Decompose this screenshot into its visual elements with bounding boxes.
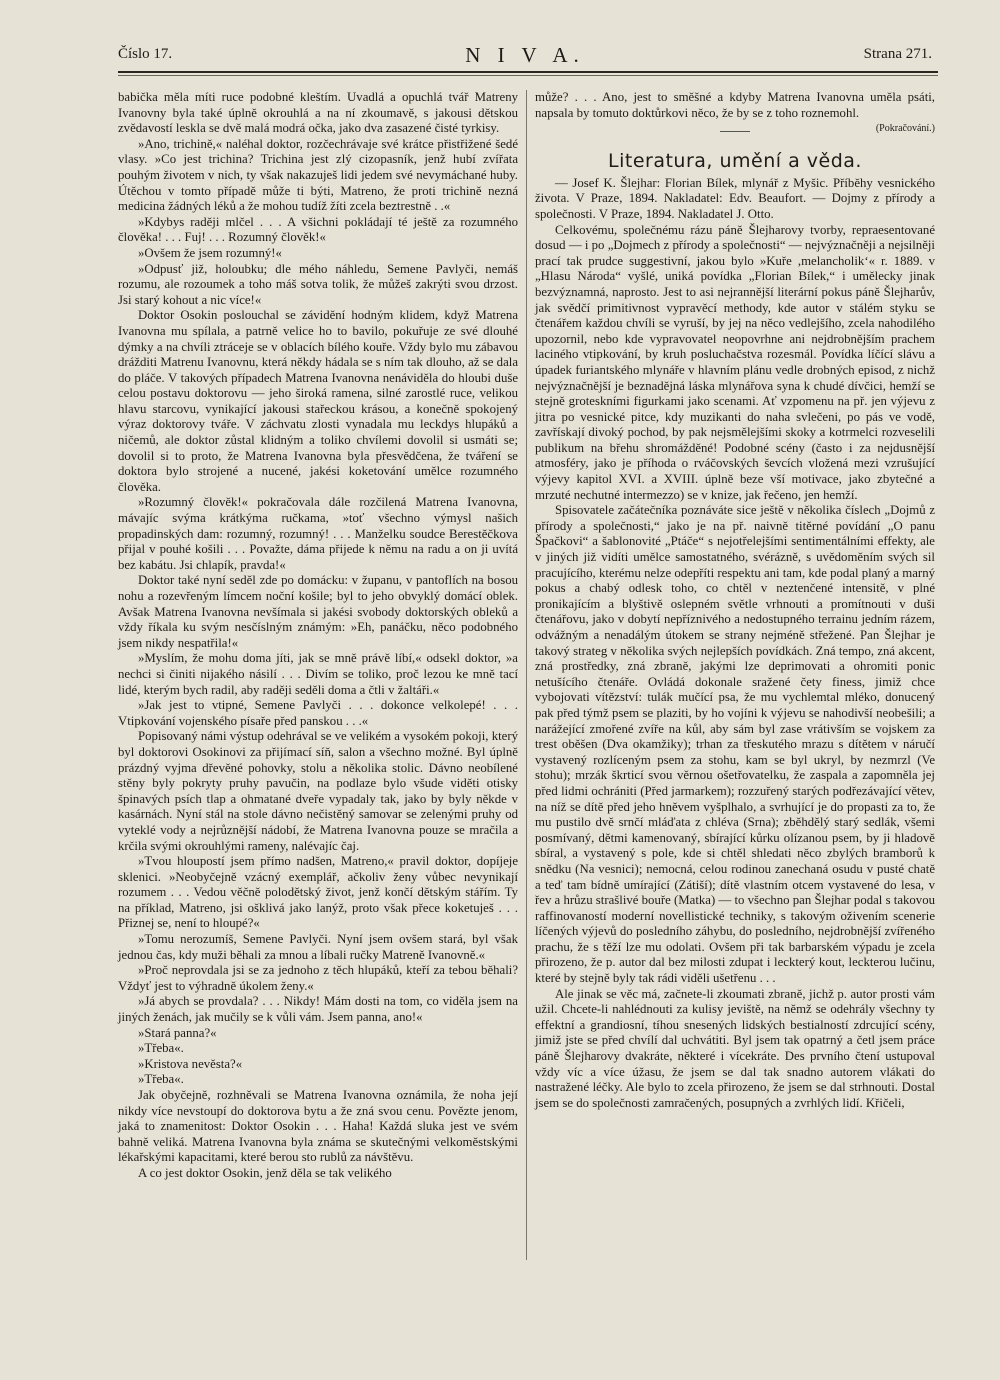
- paragraph: Spisovatele začátečníka poznáváte sice ještě v několika číslech „Dojmů z přírody a společnosti,“ jako je na př. naivně titěrné povídání „O panu Špačkovi“ a šablonovité „Ptáče“ s nejotřelejšími sentimentálními effekty, ale v jiných již vidíti umělce samostatného, svérázně, s uvědoměním svých sil pracujícího, kterému nelze odepříti respektu ani tam, kde podal planý a marný pokus a chabý odlesk toho, co chtěl v neztenčené intensitě, v plné pronikajícím a blyštivě oslepném světle vrhnouti a promítnouti v duši čtenářovu, jako v dobytí nepříznivého a nedostupného terrainu jedním rázem, odvážným a nenadálým útokem se strany nejméně střežené. Pan Šlejhar je takový strateg v několika svých nejlepších povídkách. Zná tempo, zná akcent, zná prostředky, zná zbraně, jakými lze deprimovati a ohromiti ponic netušícího čtenáře. Ovládá dokonale sražené čety finess, jimiž chce vybojovati vítězství: tulák mučící psa, že mu vychlemtal mléko, donucený pak před týmž psem se plaziti, by ho vojíni k výjevu se nahodivší neobešili; a narážející zmořené zvíře na kůl, aby sám byl zase vrátivším se vojskem za trest oběšen (Dva okamžiky); trhan za třeskutého mrazu s dítětem v náručí vystavený rozlíceným psem za stohu, kam se byl ukryl, by nezmrzl (Ve stohu); mrzák škrticí svou věrnou ošetřovatelku, že zaspala a zapomněla jej před lidmi ochrániti (Před jarmarkem); rozzuřený starých podřezávající větev, na níž se dítě před jeho hněvem vyšplhalo, a svrhující je do propasti za to, že mu pustilo dvě srnčí mláďata z chléva (Srna); zběhdělý starý sedlák, všemi posmívaný, dětmi kamenovaný, sbírající kůrku olízanou psem, by ji hladově sbíral, a vystavený s pole, kde si chtěl shledati něco zbylých bramborů k snědku (Na vesnici); nemocná, celou rodinou zanechaná osudu v pusté chatě a teď tam bídně umírající (Zátiší); dítě vlastním otcem vystavené do lesa, v řev a hrůzu strašlivé bouře (Matka) — to všechno pan Šlejhar podal s takovou raffinovaností moderní novellistické techniky, s takovým oživením scenerie líčených výjevů do posledního záhybu, do posledního, nejdrobnější zvířeného prachu, že s těží lze mu odolati. Ovšem při tak barbarském výpadu je zcela přirozeno, že p. autor dal bez milosti zdupat i leckterý kout, leckterou lučinu, které by stejně byly tak rádi viděli ušetřenu . . .: [535, 503, 935, 986]
- paragraph: Popisovaný námi výstup odehrával se ve velikém a vysokém pokoji, který byl doktorovi Osokinovi za přijímací síň, salon a všechno možné. Byl úplně prázdný vyjma dřevěné pohovky, stolu a několika stolic. Dávno neobílené stěny byly pokryty pruhy pavučin, na podlaze bylo všude viděti otisky špinavých psích tlap a ohmatané dveře vypadaly tak, jako by byly někde v kasárnách. Nyní stál na stole dávno nečistěný samovar se zelenými pruhy od vyteklé vody a nejrůznější nádobí, že Matrena Ivanovna pouze se mračila a krčila svými okrouhlými rameny, nalévajíc čaj.: [118, 729, 518, 853]
- paragraph: babička měla míti ruce podobné kleštím. Uvadlá a opuchlá tvář Matreny Ivanovny byla také úplně okrouhlá a na ní zkoumavě, s jakousi dětskou zvědavostí leskla se dvě malá modrá očka, jako dva zasazené čisté tyrkisy.: [118, 90, 518, 136]
- paragraph: »Rozumný člověk!« pokračovala dále rozčilená Matrena Ivanovna, mávajíc svýma krátkýma ručkama, »toť všechno výmysl našich propadinských dam: rozumný, rozumný! . . . Manželku soudce Berestěčkova přijal v pouhé košili . . . Považte, dáma přijede k němu na radu a on ji uvítá bez kabátu. Jsi chlapík, pravda!«: [118, 495, 518, 572]
- paragraph: »Ano, trichině,« naléhal doktor, rozčechrávaje své krátce přistřižené šedé vlasy. »Co jest trichina? Trichina jest zlý cizopasník, jenž hubí zvířata pouhým životem v nich, ty však nakazuješ lidi jedem své nevymáchané huby. Útěchou v tomto případě může ti býti, Matreno, že proti trichině nezná medicina žádných léků a že mohou tudíž žíti zcela beztrestně . .«: [118, 136, 518, 214]
- paragraph: »Jak jest to vtipné, Semene Pavlyči . . . dokonce velkolepé! . . . Vtipkování vojenského písaře před panskou . . .«: [118, 698, 518, 728]
- paragraph: Doktor také nyní seděl zde po domácku: v županu, v pantoflích na bosou nohu a rozevřeným límcem noční košile; byl to jeho obvyklý domácí oblek. Avšak Matrena Ivanovna nevšímala si jakési svobody doktorských obleků a vždy říkala ku svým nesčíslným známým: »Eh, panáčku, něco podobného jsem nikdy nespatřila!«: [118, 573, 518, 650]
- paragraph: »Třeba«.: [138, 1041, 184, 1056]
- left-column: [118, 90, 518, 1182]
- paragraph: »Kdybys raději mlčel . . . A všichni pokládají té ještě za rozumného člověka! . . . Fuj! . . . Rozumný člověk!«: [118, 214, 518, 245]
- issue-number: Číslo 17.: [118, 46, 173, 62]
- paragraph: »Ovšem že jsem rozumný!«: [138, 245, 282, 260]
- paragraph: »Stará panna?«: [138, 1025, 217, 1040]
- paragraph: »Tomu nerozumíš, Semene Pavlyči. Nyní jsem ovšem stará, byl však jednou čas, kdy muži běhali za mnou a líbali ručky Matreně Ivanovně.«: [118, 932, 518, 962]
- paragraph: Ale jinak se věc má, začnete-li zkoumati zbraně, jichž p. autor prosti vám užil. Chcete-li nahlédnouti za kulisy jeviště, na němž se odehrály všechny ty effektní a grandiosní, tíhou snesených lidských bestialností zdrcující scény, jimiž jste se před chvílí dal uchvátiti. Byl jsem tak opatrný a četl jsem práce páně Šlejharovy dvakráte, některé i vícekráte. Des prvního čtení ustupoval vždy víc a více úžasu, že jsem se dal tak snadno autorem vlákati do nastražené léčky. Ale bylo to zcela přirozeno, že jsem se dal strhnouti. Dostal jsem se do společnosti zamračených, posupných a zvrhlých lidí. Křičeli,: [535, 986, 935, 1110]
- paragraph: »Já abych se provdala? . . . Nikdy! Mám dosti na tom, co viděla jsem na jiných ženách, jak mučily se k vůli vám. Jsem panna, ano!«: [118, 994, 518, 1025]
- paragraph: »Třeba«.: [138, 1072, 184, 1087]
- running-head: [118, 43, 932, 70]
- paragraph: »Kristova nevěsta?«: [138, 1056, 243, 1071]
- paragraph: A co jest doktor Osokin, jenž děla se tak velikého: [138, 1165, 392, 1180]
- paragraph: Jak obyčejně, rozhněvali se Matrena Ivanovna oznámila, že noha její nikdy více nevstoupí do doktorova bytu a že zná svou cenu. Povězte jenom, jaká to znamenitost: Doktor Osokin . . . Haha! Každá sluka jest ve svém bahně veliká. Matrena Ivanovna byla známa se skutečnými velkoměstskými lékařskými kapacitami, které berou sto rublů za návštěvu.: [118, 1088, 518, 1165]
- continuation-note: (Pokračování.): [875, 123, 935, 135]
- page-number: Strana 271.: [863, 46, 932, 62]
- publication-title: N I V A.: [465, 43, 585, 67]
- section-title: Literatura, umění a věda.: [608, 149, 862, 172]
- right-column: [535, 90, 935, 1111]
- paragraph: Doktor Osokin poslouchal se závidění hodným klidem, když Matrena Ivanovna mu spílala, a patrně velice ho to bavilo, pokuřuje ze své dlouhé dýmky a na chvíli ztráceje se v oblacích bílého kouře. Vždy bylo mu zábavou drážditi Matrenu Ivanovnu, která někdy hádala se s ním tak dlouho, až se dala do pláče. V takových případech Matrena Ivanovna nenáviděla do hloubi duše celou postavu doktorovu — jeho široká ramena, silné zarostlé ruce, velikou hlavu starcovu, vynikající jakousi stařeckou krásou, a konečně spokojený výraz doktorovy tváře. V záchvatu zlosti vynadala mu leckdys hlupáků a ničemů, ale doktor zůstal klidným a toliko chvílemi dovolil si usmáti se; dovolil si to proto, že Matrena Ivanovna byla přesvědčena, že tváření se doktora bylo strojené a nucené, jakési koketování umělce rozumného člověka.: [118, 308, 518, 494]
- paragraph: »Tvou hloupostí jsem přímo nadšen, Matreno,« pravil doktor, dopíjeje sklenici. »Neobyčejně vzácný exemplář, ačkoliv ženy vůbec nevynikají rozumem . . . Vedou věčně polodětský život, jenž končí dětským stářím. Ty na příklad, Matreno, jsi ošklivá jako lanýž, proto však přece koketuješ . . . Přiznej se, není to hloupé?«: [118, 854, 518, 931]
- header-rule-thin: [118, 75, 938, 76]
- paragraph: »Odpusť již, holoubku; dle mého náhledu, Semene Pavlyči, nemáš rozumu, ale rozoumek a toho máš sotva tolik, že můžeš zakrýti svou drzost. Jsi starý kohout a nic více!«: [118, 261, 518, 307]
- header-rule: [118, 71, 938, 73]
- paragraph: Celkovému, společnému rázu páně Šlejharovy tvorby, repraesentované dosud — i po „Dojmech z přírody a společnosti“ — nejvýznačněji a nejsilněji prací tak prudce suggestivní, jakou bylo »Kuře ,melancholik‘« r. 1889. v „Hlasu Národa“ vyšlé, uniká povídka „Florian Bílek,“ i umělecky jinak bezvýznamná, naprosto. Jest to asi nejrannější literární pokus páně Šlejharův, jak svědčí primitivnost vypravěcí methody, kde autor v stálém styku se čtenářem každou chvíli se vyruší, by jej na něco vedlejšího, zcela nahodilého upozornil, nebo kde vypravovatel neopovrhne ani nejdrobnějším prachem laciného vtipkování, by kruh posluchačstva rozesmál. Povídka líčící slávu a úpadek furiantského mlynáře v hlavním plánu vedle drobných episod, z nichž nejvýznačnější je beznadějná láska mlynářova syna k chudé dívčici, hemží se stejně groteskními figurkami jako scenami. Ať vzpomenu na př. jen výjevu z jitra po vesnické pitce, kdy muzikanti do naha svlečeni, po pás ve vodě, zavřískají divoký pochod, by pak nejsmělejšími skoky a kotrmelci rozveselili publikum na břehu shromážděné! Podobné scény (často i za nejdusnější atmosféry, jako je příhoda o rváčovských ševcích vložená mezi vzrušující výjevy kapitol XVI. a XVIII. úplně beze vší motivace, jako zbytečné a mrzuté nechutné intermezzo) se v knize, jak řečeno, jen hemží.: [535, 222, 935, 502]
- story-ending: může? . . . Ano, jest to směšné a kdyby Matrena Ivanovna uměla psáti, napsala by tomuto doktůrkovi něco, že by se z toho roznemohl.: [535, 90, 935, 120]
- separator-rule: [720, 131, 750, 132]
- paragraph: »Proč neprovdala jsi se za jednoho z těch hlupáků, kteří za tebou běhali? Vždyť jest to výhradně úkolem ženy.«: [118, 963, 518, 993]
- paragraph: — Josef K. Šlejhar: Florian Bílek, mlynář z Myšic. Příběhy vesnického života. V Praze, 1894. Nakladatel: Edv. Beaufort. — Dojmy z přírody a společnosti. V Praze, 1894. Nakladatel J. Otto.: [535, 175, 935, 221]
- paragraph: »Myslím, že mohu doma jíti, jak se mně právě líbí,« odsekl doktor, »a nechci si činiti nijakého násilí . . . Divím se tolikо, proč lezou ke mně tací lidé, kterým bych radil, aby raději seděli doma a čtli v žaltáři.«: [118, 651, 518, 697]
- column-divider: [526, 90, 527, 1260]
